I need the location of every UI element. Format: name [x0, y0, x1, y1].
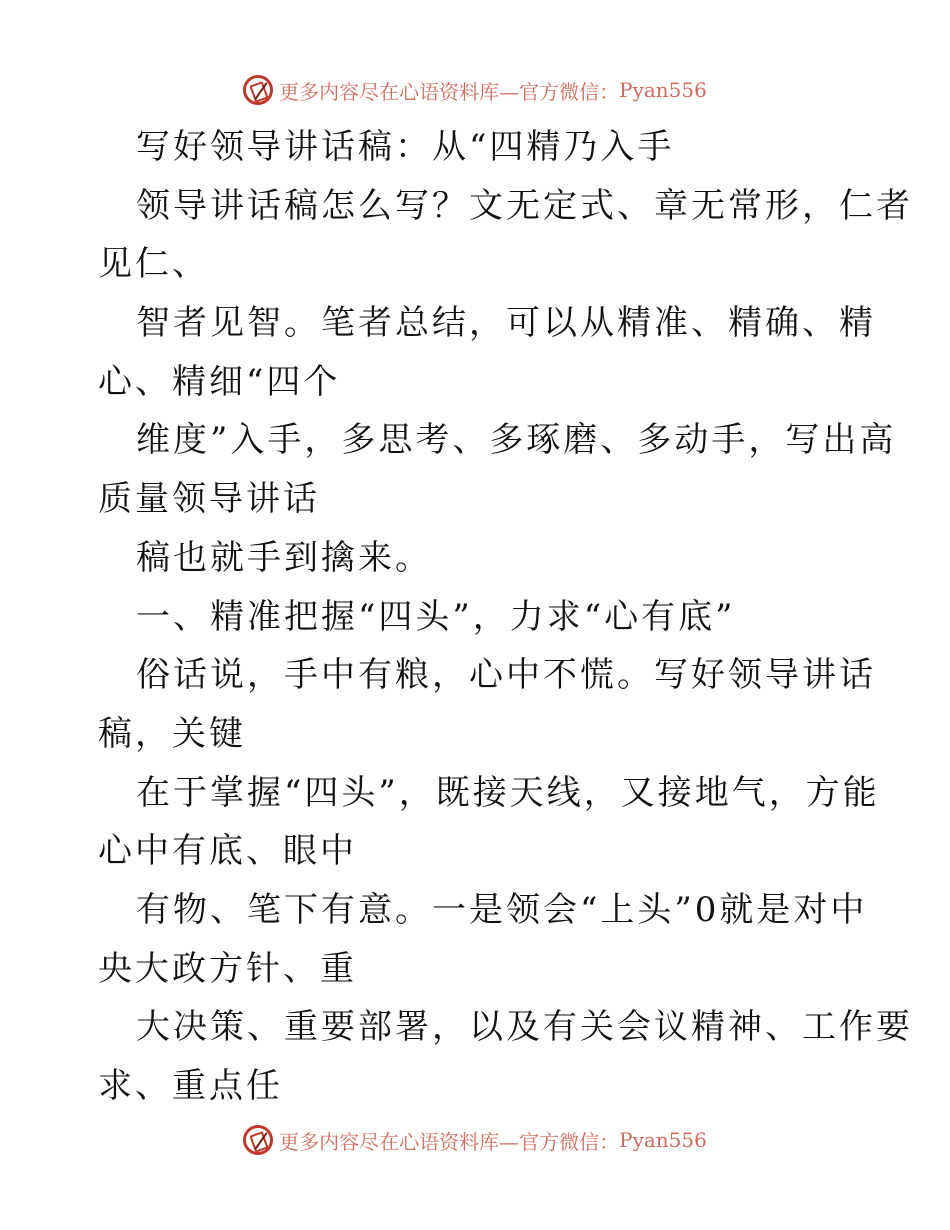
paragraph-line: 见仁、	[98, 244, 209, 285]
header-banner-text: 更多内容尽在心语资料库—官方微信：	[279, 79, 620, 104]
header-wechat-id: Pyan556	[619, 78, 707, 102]
header-banner	[0, 70, 950, 110]
paragraph-line: 质量领导讲话	[98, 479, 320, 520]
paragraph-line: 求、重点任	[98, 1066, 283, 1106]
paragraph-line: 心中有底、眼中	[98, 831, 357, 872]
footer-wechat-id: Pyan556	[619, 1128, 707, 1152]
section-heading: 一、精准把握“四头”，力求“心有底”	[136, 596, 736, 637]
document-title: 写好领导讲话稿：从“四精乃入手	[136, 127, 675, 167]
paragraph-line: 俗话说，手中有粮，心中不慌。写好领导讲话	[136, 655, 876, 696]
logo-icon	[243, 75, 273, 105]
paragraph-line: 大决策、重要部署，以及有关会议精神、工作要	[136, 1007, 913, 1048]
paragraph-line: 稿，关键	[98, 713, 246, 754]
paragraph-line: 有物、笔下有意。一是领会“上头”0就是对中	[136, 889, 868, 930]
paragraph-line: 维度”入手，多思考、多琢磨、多动手，写出高	[136, 420, 897, 461]
logo-icon	[243, 1125, 273, 1155]
paragraph-line: 央大政方针、重	[98, 948, 357, 989]
document-body	[98, 118, 913, 1116]
paragraph-line: 稿也就手到擒来。	[136, 537, 432, 578]
paragraph-line: 智者见智。笔者总结，可以从精准、精确、精	[136, 303, 876, 344]
footer-banner-text: 更多内容尽在心语资料库—官方微信：	[279, 1129, 620, 1154]
paragraph-line: 领导讲话稿怎么写？文无定式、章无常形，仁者	[136, 185, 913, 226]
paragraph-line: 在于掌握“四头”，既接天线，又接地气，方能	[136, 772, 880, 813]
footer-banner	[0, 1120, 950, 1160]
paragraph-line: 心、精细“四个	[98, 361, 341, 402]
